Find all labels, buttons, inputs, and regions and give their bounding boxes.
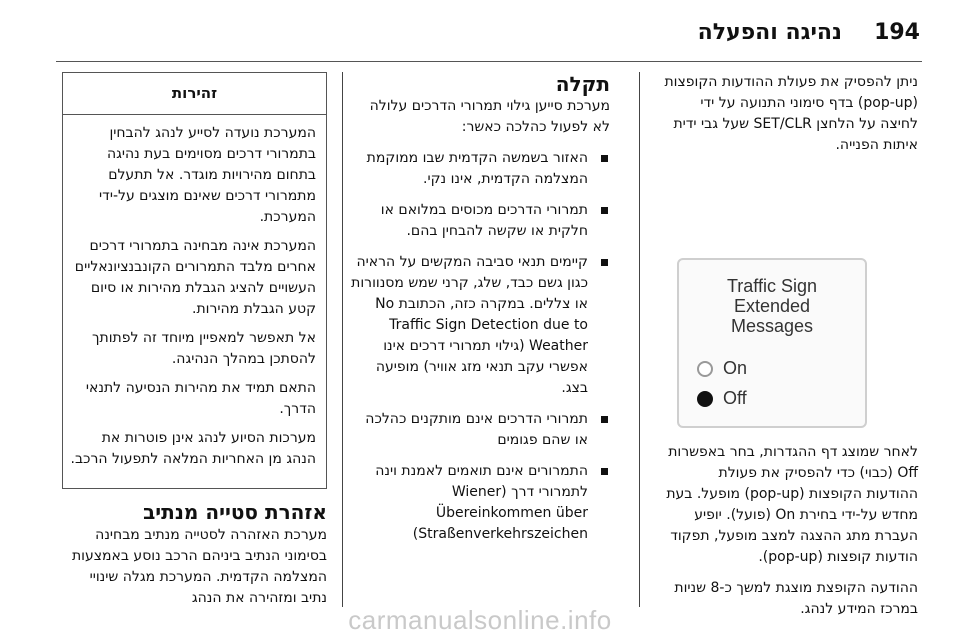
popup-duration-paragraph: ההודעה הקופצת מוצגת למשך כ-8 שניות במרכז המידע לנהג. <box>674 580 918 617</box>
list-item: תמרורי הדרכים אינם מותקנים כהלכה או שהם פגומים <box>348 409 610 451</box>
right-column <box>663 72 918 630</box>
page-number: 194 <box>874 20 920 45</box>
warning-paragraph: התאם תמיד את מהירות הנסיעה לתנאי הדרך. <box>85 380 316 417</box>
option-off: Off <box>697 388 747 409</box>
list-item: קיימים תנאי סביבה המקשים על הראיה כגון גשם כבד, שלג, קרני שמש מסנוורות או צללים. במקרה כזה, הכתובת No Traffic Sign Detection due to Weather (גילוי תמרורי דרכים אינו אפשרי עקב תנאי מזג אוויר) מופיעה בצג. <box>348 252 610 399</box>
warning-heading: זהירות <box>63 73 326 115</box>
middle-column <box>348 72 610 555</box>
lane-departure-heading: אזהרת סטייה מנתיב <box>143 500 327 524</box>
watermark: carmanualsonline.info <box>348 605 612 635</box>
column-divider-right <box>639 72 640 607</box>
header-divider <box>56 61 922 62</box>
screen-title: Traffic Sign Extended Messages <box>726 276 818 336</box>
list-item: האזור בשמשה הקדמית שבו ממוקמת המצלמה הקדמית, אינו נקי. <box>348 148 610 190</box>
radio-unselected-icon <box>697 361 713 377</box>
radio-selected-icon <box>697 391 713 407</box>
malfunction-list <box>348 148 610 545</box>
warning-paragraph: המערכת נועדה לסייע לנהג להבחין בתמרורי דרכים מסוימים בעת נהיגה בתחום מהירויות מוגדר. אל תתעלם מתמרורי דרכים שאינם מוצגים על-ידי המערכת. <box>99 125 316 225</box>
page-header <box>0 0 960 60</box>
warning-paragraph: אל תאפשר למאפיין מיוחד זה לפתותך להסתכן במהלך הנהיגה. <box>91 330 316 367</box>
warning-paragraph: מערכות הסיוע לנהג אינן פוטרות את הנהג מן האחריות המלאה לתפעול הרכב. <box>70 430 316 467</box>
left-column <box>62 72 327 619</box>
column-divider-left <box>342 72 343 607</box>
settings-paragraph: לאחר שמוצג דף ההגדרות, בחר באפשרות Off (כבוי) כדי להפסיק את פעולת ההודעות הקופצות (pop-up) מופעל. בעת מחדש על-ידי בחירת On (פועל). יופיע העברת מתג ההצגה למצב מופעל, תפקוד הודעות קופצות (pop-up). <box>666 444 918 565</box>
option-on: On <box>697 358 747 379</box>
list-item: התמרורים אינם תואמים לאמנת וינה לתמרורי דרך (Wiener Übereinkommen über Straßenverkehrszeichen) <box>348 461 610 545</box>
intro-text: ניתן להפסיק את פעולת ההודעות הקופצות (pop-up) בדף סימוני התנועה על ידי לחיצה על הלחצן SET/CLR שעל גבי ידית איתות הפנייה. <box>664 74 918 153</box>
list-item: תמרורי הדרכים מכוסים במלואם או חלקית או שקשה להבחין בהם. <box>348 200 610 242</box>
malfunction-heading: תקלה <box>555 72 610 96</box>
malfunction-intro: מערכת סייען גילוי תמרורי הדרכים עלולה לא לפעול כהלכה כאשר: <box>369 98 610 135</box>
warning-box <box>62 72 327 489</box>
display-screen-illustration <box>677 258 867 428</box>
lane-departure-text: מערכת האזהרה לסטייה מנתיב מבחינה בסימוני הנתיב ביניהם הרכב נוסע באמצעות המצלמה הקדמית. המערכת מגלה שינויי נתיב ומזהירה את הנהג <box>71 527 327 606</box>
page-title: נהיגה והפעלה <box>697 20 842 45</box>
warning-body <box>63 115 326 488</box>
warning-paragraph: המערכת אינה מבחינה בתמרורי דרכים אחרים מלבד התמרורים הקונבנציונאליים העשויים להציג הגבלת מהירות או סיום קטע הגבלת מהירות. <box>74 238 316 317</box>
